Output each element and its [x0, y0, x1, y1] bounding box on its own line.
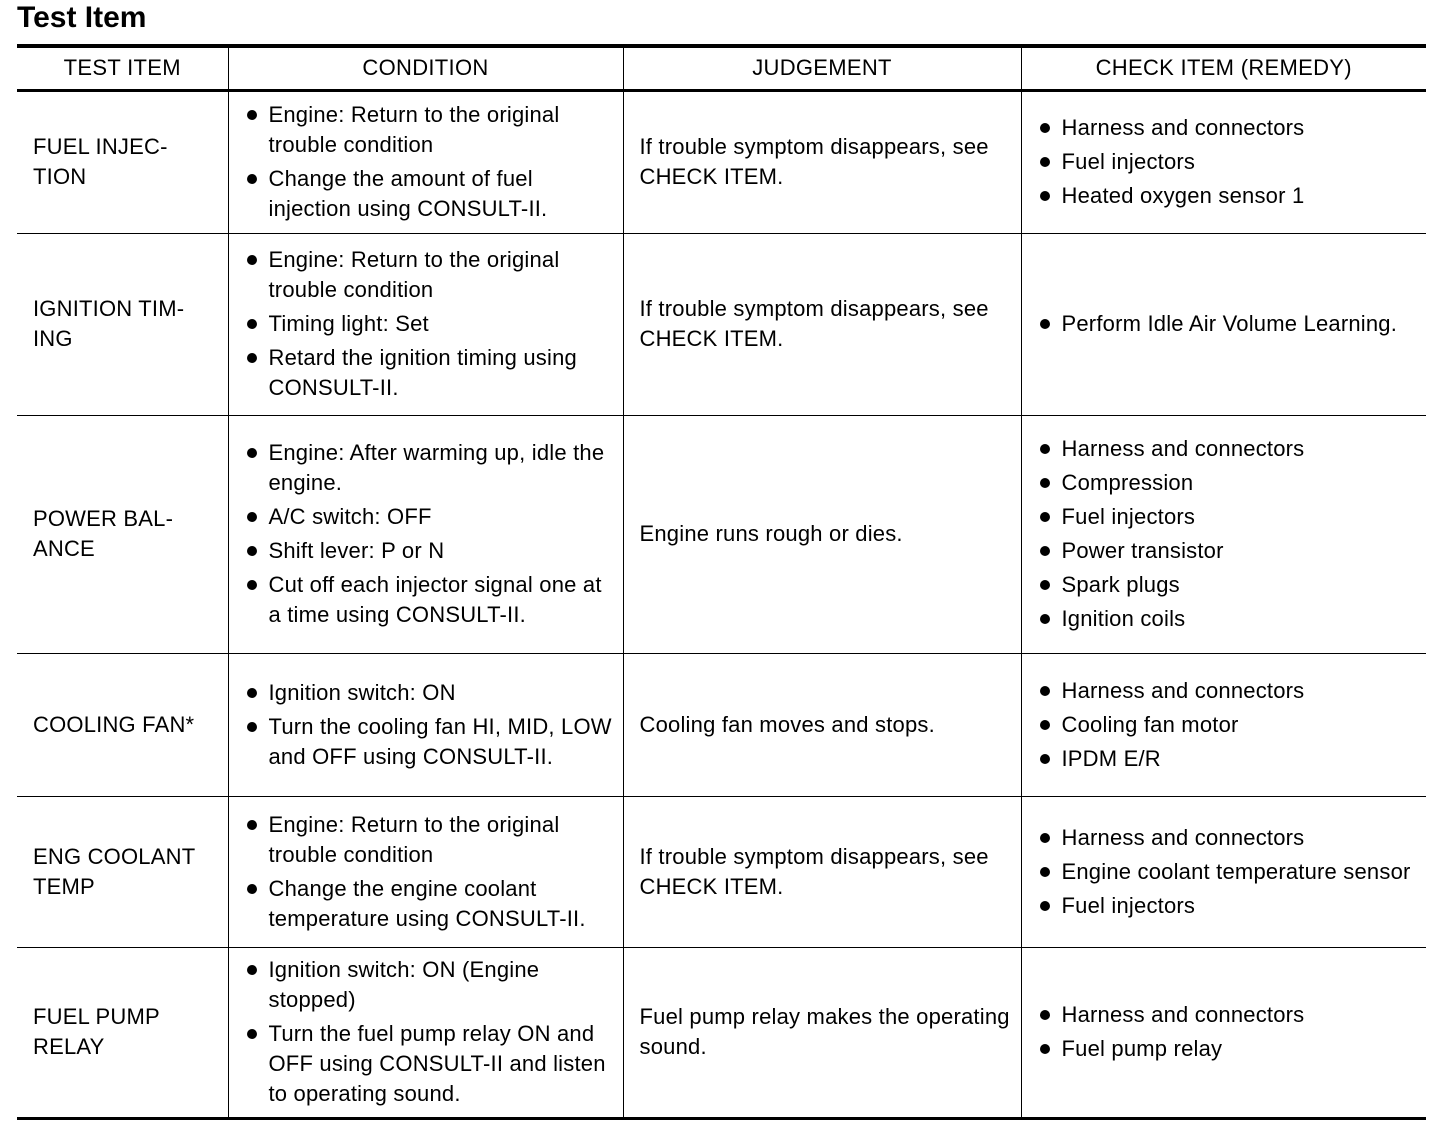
check-item: Ignition coils: [1038, 604, 1417, 634]
header-judgement: JUDGEMENT: [623, 46, 1021, 90]
condition-item: Turn the fuel pump relay ON and OFF using CONSULT-II and listen to operating sound.: [245, 1019, 613, 1109]
judgement-text: If trouble symptom disappears, see CHECK ITEM.: [639, 296, 989, 351]
table-row: [17, 233, 1426, 415]
judgement-cell: [623, 415, 1021, 653]
test-item-label: FUEL INJEC- TION: [33, 134, 168, 189]
check-item: IPDM E/R: [1038, 744, 1417, 774]
check-item-list: [1038, 434, 1417, 634]
condition-item: A/C switch: OFF: [245, 502, 613, 532]
condition-item: Timing light: Set: [245, 309, 613, 339]
test-item-cell: [17, 233, 228, 415]
check-item: Harness and connectors: [1038, 823, 1417, 853]
check-item-cell: [1021, 233, 1426, 415]
test-item-cell: [17, 653, 228, 796]
condition-item: Cut off each injector signal one at a time using CONSULT-II.: [245, 570, 613, 630]
table-row: [17, 653, 1426, 796]
judgement-cell: [623, 233, 1021, 415]
judgement-text: If trouble symptom disappears, see CHECK ITEM.: [639, 134, 989, 189]
check-item: Harness and connectors: [1038, 676, 1417, 706]
judgement-text: Fuel pump relay makes the operating sound.: [639, 1004, 1010, 1059]
check-item-cell: [1021, 653, 1426, 796]
condition-item: Shift lever: P or N: [245, 536, 613, 566]
condition-cell: [228, 90, 623, 233]
check-item-list: [1038, 823, 1417, 921]
condition-list: [245, 810, 613, 934]
condition-cell: [228, 415, 623, 653]
check-item-cell: [1021, 90, 1426, 233]
condition-item: Ignition switch: ON: [245, 678, 613, 708]
check-item: Fuel injectors: [1038, 891, 1417, 921]
test-item-label: COOLING FAN*: [33, 711, 195, 737]
check-item: Harness and connectors: [1038, 1000, 1417, 1030]
judgement-cell: [623, 796, 1021, 947]
header-condition: CONDITION: [228, 46, 623, 90]
condition-item: Engine: After warming up, idle the engine.: [245, 438, 613, 498]
condition-cell: [228, 796, 623, 947]
condition-list: [245, 955, 613, 1109]
check-item: Harness and connectors: [1038, 434, 1417, 464]
judgement-cell: [623, 90, 1021, 233]
check-item-list: [1038, 113, 1417, 211]
condition-cell: [228, 233, 623, 415]
condition-item: Turn the cooling fan HI, MID, LOW and OFF using CONSULT-II.: [245, 712, 613, 772]
check-item-list: [1038, 309, 1417, 339]
check-item: Heated oxygen sensor 1: [1038, 181, 1417, 211]
judgement-text: Cooling fan moves and stops.: [639, 711, 935, 737]
check-item-list: [1038, 1000, 1417, 1064]
table-body: [17, 90, 1426, 1118]
check-item: Perform Idle Air Volume Learning.: [1038, 309, 1417, 339]
check-item: Spark plugs: [1038, 570, 1417, 600]
check-item-cell: [1021, 796, 1426, 947]
table-header-row: [17, 46, 1426, 90]
condition-list: [245, 438, 613, 630]
condition-cell: [228, 947, 623, 1118]
condition-list: [245, 100, 613, 224]
test-item-label: IGNITION TIM- ING: [33, 296, 185, 351]
page-title: Test Item: [17, 1, 147, 34]
test-item-cell: [17, 947, 228, 1118]
condition-list: [245, 245, 613, 403]
judgement-cell: [623, 947, 1021, 1118]
test-item-cell: [17, 90, 228, 233]
test-item-cell: [17, 796, 228, 947]
check-item-cell: [1021, 415, 1426, 653]
condition-list: [245, 678, 613, 772]
check-item: Fuel pump relay: [1038, 1034, 1417, 1064]
table-row: [17, 796, 1426, 947]
condition-item: Change the amount of fuel injection using CONSULT-II.: [245, 164, 613, 224]
test-item-label: ENG COOLANT TEMP: [33, 843, 196, 899]
table-row: [17, 90, 1426, 233]
check-item: Fuel injectors: [1038, 147, 1417, 177]
table-row: [17, 415, 1426, 653]
judgement-text: If trouble symptom disappears, see CHECK ITEM.: [639, 843, 989, 899]
condition-item: Ignition switch: ON (Engine stopped): [245, 955, 613, 1015]
test-item-table: [17, 44, 1426, 1120]
test-item-cell: [17, 415, 228, 653]
test-item-label: FUEL PUMP RELAY: [33, 1004, 160, 1059]
check-item: Engine coolant temperature sensor: [1038, 857, 1417, 887]
check-item-list: [1038, 676, 1417, 774]
condition-cell: [228, 653, 623, 796]
header-test-item: TEST ITEM: [17, 46, 228, 90]
judgement-text: Engine runs rough or dies.: [639, 521, 903, 546]
header-check-item: CHECK ITEM (REMEDY): [1021, 46, 1426, 90]
condition-item: Change the engine coolant temperature using CONSULT-II.: [245, 874, 613, 934]
check-item: Power transistor: [1038, 536, 1417, 566]
condition-item: Engine: Return to the original trouble condition: [245, 100, 613, 160]
check-item-cell: [1021, 947, 1426, 1118]
check-item: Harness and connectors: [1038, 113, 1417, 143]
condition-item: Retard the ignition timing using CONSULT-II.: [245, 343, 613, 403]
check-item: Fuel injectors: [1038, 502, 1417, 532]
table-row: [17, 947, 1426, 1118]
condition-item: Engine: Return to the original trouble condition: [245, 245, 613, 305]
condition-item: Engine: Return to the original trouble condition: [245, 810, 613, 870]
test-item-label: POWER BAL- ANCE: [33, 506, 174, 561]
judgement-cell: [623, 653, 1021, 796]
check-item: Compression: [1038, 468, 1417, 498]
check-item: Cooling fan motor: [1038, 710, 1417, 740]
